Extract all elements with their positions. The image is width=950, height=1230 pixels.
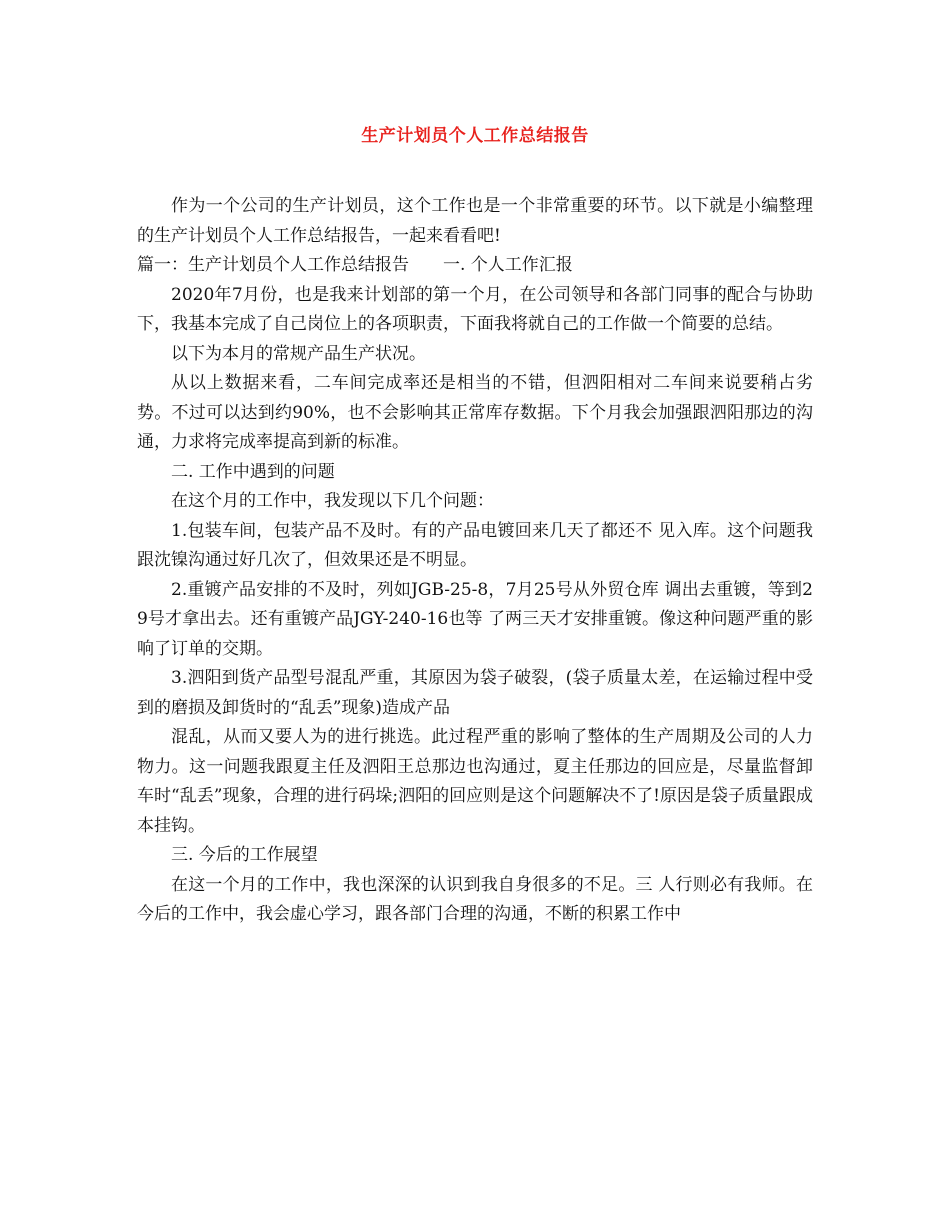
paragraph: 2020年7月份，也是我来计划部的第一个月，在公司领导和各部门同事的配合与协助下，我基本完成了自己岗位上的各项职责，下面我将就自己的工作做一个简要的总结。 [137, 284, 813, 334]
paragraph: 混乱，从而又要人为的进行挑选。此过程严重的影响了整体的生产周期及公司的人力物力。这一问题我跟夏主任及泗阳王总那边也沟通过，夏主任那边的回应是，尽量监督卸车时“乱丢”现象，合理的进行码垛;泗阳的回应则是这个问题解决不了!原因是袋子质量跟成本挂钩。 [137, 727, 813, 836]
paragraph: 在这一个月的工作中，我也深深的认识到我自身很多的不足。三 人行则必有我师。在今后的工作中，我会虚心学习，跟各部门合理的沟通，不断的积累工作中 [137, 874, 813, 924]
paragraph: 从以上数据来看，二车间完成率还是相当的不错，但泗阳相对二车间来说要稍占劣势。不过可以达到约90%，也不会影响其正常库存数据。下个月我会加强跟泗阳那边的沟通，力求将完成率提高到新的标准。 [137, 373, 813, 452]
chapter-heading: 篇一：生产计划员个人工作总结报告 一. 个人工作汇报 [137, 255, 573, 275]
document-title: 生产计划员个人工作总结报告 [361, 126, 589, 146]
list-item: 1.包装车间，包装产品不及时。有的产品电镀回来几天了都还不 见入库。这个问题我跟沈镍沟通过好几次了，但效果还是不明显。 [137, 520, 813, 570]
paragraph: 在这个月的工作中，我发现以下几个问题： [171, 491, 494, 511]
paragraph-intro: 作为一个公司的生产计划员，这个工作也是一个非常重要的环节。以下就是小编整理的生产计划员个人工作总结报告，一起来看看吧! [137, 196, 813, 246]
list-item: 3.泗阳到货产品型号混乱严重，其原因为袋子破裂，(袋子质量太差，在运输过程中受到的磨损及卸货时的“乱丢”现象)造成产品 [137, 668, 813, 718]
list-item: 2.重镀产品安排的不及时，列如JGB-25-8，7月25号从外贸仓库 调出去重镀，等到29号才拿出去。还有重镀产品JGY-240-16也等 了两三天才安排重镀。像这种问题严重的影响了订单的交期。 [137, 579, 813, 659]
section-heading-3: 三. 今后的工作展望 [171, 845, 318, 865]
paragraph: 以下为本月的常规产品生产状况。 [171, 343, 426, 364]
section-heading-2: 二. 工作中遇到的问题 [171, 461, 335, 482]
document-body [137, 192, 813, 930]
